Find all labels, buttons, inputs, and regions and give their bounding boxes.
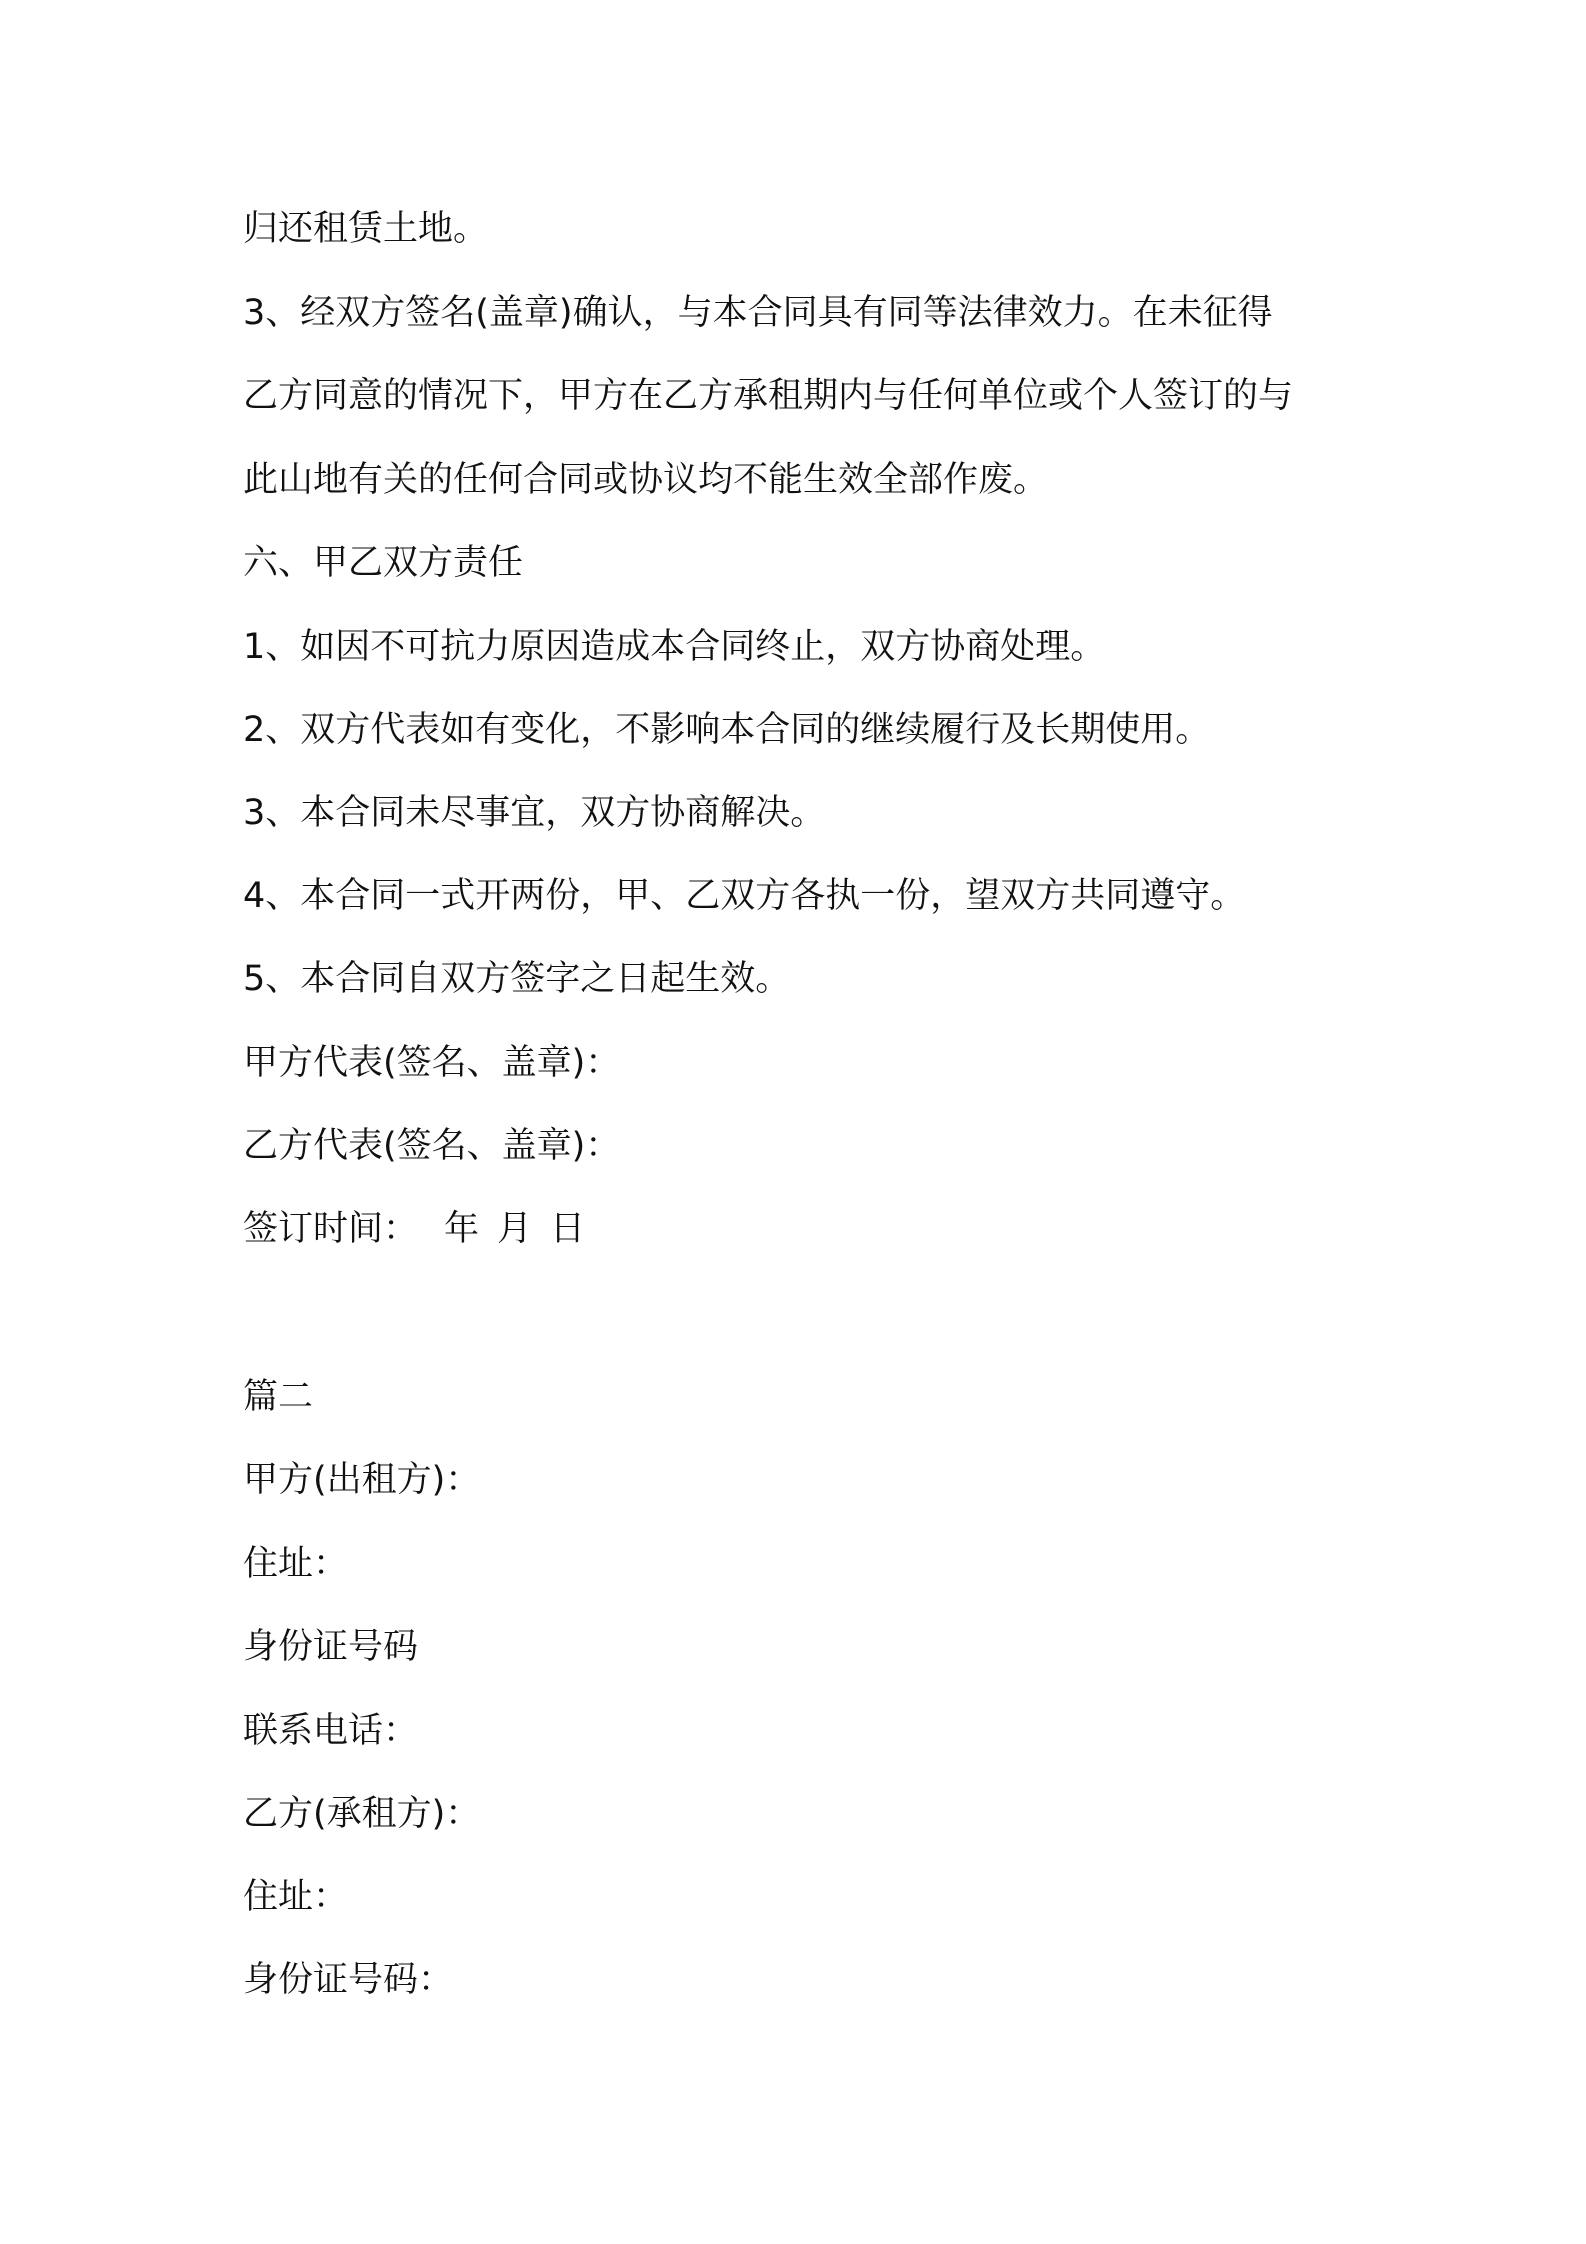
- field-phone: 联系电话：: [243, 1711, 419, 1751]
- field-id-number: 身份证号码: [243, 1627, 419, 1667]
- text-line: 1、如因不可抗力原因造成本合同终止，双方协商处理。: [243, 627, 1106, 667]
- text-line: 乙方同意的情况下，甲方在乙方承租期内与任何单位或个人签订的与: [243, 376, 1294, 416]
- text-line: 3、经双方签名(盖章)确认，与本合同具有同等法律效力。在未征得: [243, 293, 1273, 333]
- signing-date-label: 签订时间：: [243, 1209, 419, 1249]
- field-id-number: 身份证号码：: [243, 1960, 454, 2000]
- text-line: 5、本合同自双方签字之日起生效。: [243, 959, 791, 999]
- signature-line-party-a: 甲方代表(签名、盖章)：: [243, 1043, 621, 1083]
- text-line: 此山地有关的任何合同或协议均不能生效全部作废。: [243, 460, 1049, 500]
- signing-date-day: 日: [550, 1209, 586, 1249]
- field-address: 住址：: [243, 1544, 349, 1584]
- signing-date-year: 年: [444, 1209, 480, 1249]
- text-line: 4、本合同一式开两份，甲、乙双方各执一份，望双方共同遵守。: [243, 876, 1246, 916]
- text-line: 2、双方代表如有变化，不影响本合同的继续履行及长期使用。: [243, 710, 1211, 750]
- signing-date-line: [243, 1205, 1363, 1253]
- text-line: 3、本合同未尽事宜，双方协商解决。: [243, 793, 826, 833]
- text-line: 归还租赁土地。: [243, 209, 489, 249]
- section-heading: 六、甲乙双方责任: [243, 543, 524, 583]
- field-lessee: 乙方(承租方)：: [243, 1794, 481, 1834]
- signature-line-party-b: 乙方代表(签名、盖章)：: [243, 1126, 621, 1166]
- signing-date-month: 月: [497, 1209, 533, 1249]
- field-address: 住址：: [243, 1877, 349, 1917]
- field-lessor: 甲方(出租方)：: [243, 1460, 481, 1500]
- section-two-heading: 篇二: [243, 1377, 314, 1417]
